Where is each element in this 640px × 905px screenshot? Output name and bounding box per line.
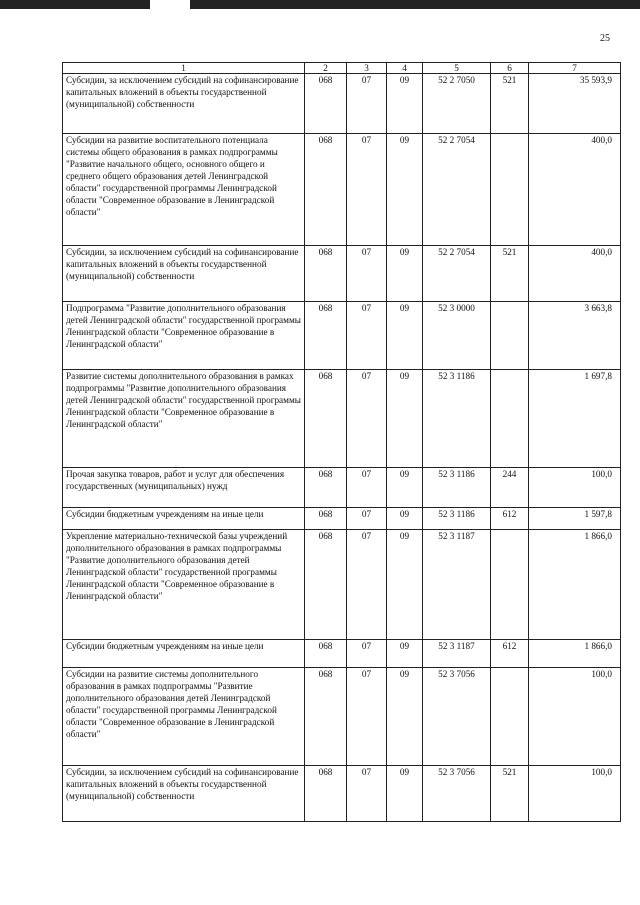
row-name: Субсидии, за исключением субсидий на софинансирование капитальных вложений в объекты государственной (муниципальной) собственности — [63, 246, 305, 302]
row-amount: 1 866,0 — [529, 530, 621, 640]
table-row — [63, 302, 621, 370]
row-name: Прочая закупка товаров, работ и услуг для обеспечения государственных (муниципальных) нужд — [63, 468, 305, 508]
row-expense-type — [491, 370, 529, 468]
row-section-code: 07 — [347, 668, 387, 766]
row-expense-type: 521 — [491, 766, 529, 822]
row-ministry-code: 068 — [305, 302, 347, 370]
row-section-code: 07 — [347, 134, 387, 246]
row-target-code: 52 2 7054 — [423, 246, 491, 302]
row-subsection-code: 09 — [387, 302, 423, 370]
row-target-code: 52 3 7056 — [423, 766, 491, 822]
row-expense-type: 244 — [491, 468, 529, 508]
row-section-code: 07 — [347, 74, 387, 134]
table-row — [63, 508, 621, 530]
row-subsection-code: 09 — [387, 640, 423, 668]
row-name: Подпрограмма "Развитие дополнительного образования детей Ленинградской области" государственной программы Ленинградской области "Современное образование в Ленинградской области" — [63, 302, 305, 370]
header-col-4: 4 — [387, 63, 423, 74]
scan-edge-gap — [150, 0, 190, 9]
table-row — [63, 530, 621, 640]
table-row — [63, 74, 621, 134]
row-ministry-code: 068 — [305, 370, 347, 468]
row-target-code: 52 3 1187 — [423, 640, 491, 668]
row-target-code: 52 3 1186 — [423, 370, 491, 468]
row-ministry-code: 068 — [305, 640, 347, 668]
row-name: Субсидии бюджетным учреждениям на иные цели — [63, 508, 305, 530]
row-expense-type: 612 — [491, 640, 529, 668]
row-section-code: 07 — [347, 766, 387, 822]
budget-table — [62, 62, 621, 822]
row-name: Укрепление материально-технической базы учреждений дополнительного образования в рамках подпрограммы "Развитие дополнительного образования детей Ленинградской области" государственной программы Ленинградской области "Современное образование в Ленинградской области" — [63, 530, 305, 640]
row-subsection-code: 09 — [387, 246, 423, 302]
row-subsection-code: 09 — [387, 370, 423, 468]
row-ministry-code: 068 — [305, 134, 347, 246]
row-section-code: 07 — [347, 530, 387, 640]
row-expense-type: 612 — [491, 508, 529, 530]
row-ministry-code: 068 — [305, 246, 347, 302]
table-row — [63, 766, 621, 822]
row-subsection-code: 09 — [387, 508, 423, 530]
header-col-6: 6 — [491, 63, 529, 74]
row-target-code: 52 2 7054 — [423, 134, 491, 246]
row-amount: 1 697,8 — [529, 370, 621, 468]
row-section-code: 07 — [347, 468, 387, 508]
row-target-code: 52 3 1187 — [423, 530, 491, 640]
row-name: Субсидии, за исключением субсидий на софинансирование капитальных вложений в объекты государственной (муниципальной) собственности — [63, 74, 305, 134]
row-section-code: 07 — [347, 508, 387, 530]
row-subsection-code: 09 — [387, 74, 423, 134]
row-target-code: 52 3 1186 — [423, 508, 491, 530]
row-amount: 100,0 — [529, 468, 621, 508]
header-col-5: 5 — [423, 63, 491, 74]
row-ministry-code: 068 — [305, 668, 347, 766]
row-name: Развитие системы дополнительного образования в рамках подпрограммы "Развитие дополнительного образования детей Ленинградской области" государственной программы Ленинградской области "Современное образование в Ленинградской области" — [63, 370, 305, 468]
row-name: Субсидии на развитие системы дополнительного образования в рамках подпрограммы "Развитие дополнительного образования детей Ленинградской области" государственной программы Ленинградской области "Современное образование в Ленинградской области" — [63, 668, 305, 766]
row-amount: 400,0 — [529, 134, 621, 246]
table-row — [63, 640, 621, 668]
row-ministry-code: 068 — [305, 508, 347, 530]
header-col-7: 7 — [529, 63, 621, 74]
row-amount: 100,0 — [529, 766, 621, 822]
row-amount: 35 593,9 — [529, 74, 621, 134]
row-amount: 100,0 — [529, 668, 621, 766]
row-amount: 400,0 — [529, 246, 621, 302]
header-col-3: 3 — [347, 63, 387, 74]
scan-edge-bar — [0, 0, 640, 9]
row-section-code: 07 — [347, 370, 387, 468]
row-name: Субсидии на развитие воспитательного потенциала системы общего образования в рамках подпрограммы "Развитие начального общего, основного общего и среднего общего образования детей Ленинградской области" государственной программы Ленинградской области "Современное образование в Ленинградской области" — [63, 134, 305, 246]
row-amount: 3 663,8 — [529, 302, 621, 370]
table-row — [63, 468, 621, 508]
row-section-code: 07 — [347, 302, 387, 370]
row-ministry-code: 068 — [305, 468, 347, 508]
row-ministry-code: 068 — [305, 766, 347, 822]
header-col-1: 1 — [63, 63, 305, 74]
row-subsection-code: 09 — [387, 530, 423, 640]
table-row — [63, 134, 621, 246]
row-ministry-code: 068 — [305, 530, 347, 640]
row-target-code: 52 3 0000 — [423, 302, 491, 370]
row-target-code: 52 2 7050 — [423, 74, 491, 134]
page-number: 25 — [600, 33, 610, 44]
row-expense-type — [491, 134, 529, 246]
row-expense-type: 521 — [491, 74, 529, 134]
row-subsection-code: 09 — [387, 468, 423, 508]
table-row — [63, 246, 621, 302]
row-expense-type — [491, 530, 529, 640]
header-row — [63, 63, 621, 74]
row-subsection-code: 09 — [387, 668, 423, 766]
row-name: Субсидии, за исключением субсидий на софинансирование капитальных вложений в объекты государственной (муниципальной) собственности — [63, 766, 305, 822]
row-section-code: 07 — [347, 640, 387, 668]
table-row — [63, 370, 621, 468]
row-target-code: 52 3 7056 — [423, 668, 491, 766]
row-expense-type: 521 — [491, 246, 529, 302]
table-row — [63, 668, 621, 766]
row-target-code: 52 3 1186 — [423, 468, 491, 508]
row-subsection-code: 09 — [387, 766, 423, 822]
row-subsection-code: 09 — [387, 134, 423, 246]
row-ministry-code: 068 — [305, 74, 347, 134]
row-amount: 1 866,0 — [529, 640, 621, 668]
row-amount: 1 597,8 — [529, 508, 621, 530]
row-expense-type — [491, 302, 529, 370]
row-name: Субсидии бюджетным учреждениям на иные цели — [63, 640, 305, 668]
row-expense-type — [491, 668, 529, 766]
header-col-2: 2 — [305, 63, 347, 74]
row-section-code: 07 — [347, 246, 387, 302]
